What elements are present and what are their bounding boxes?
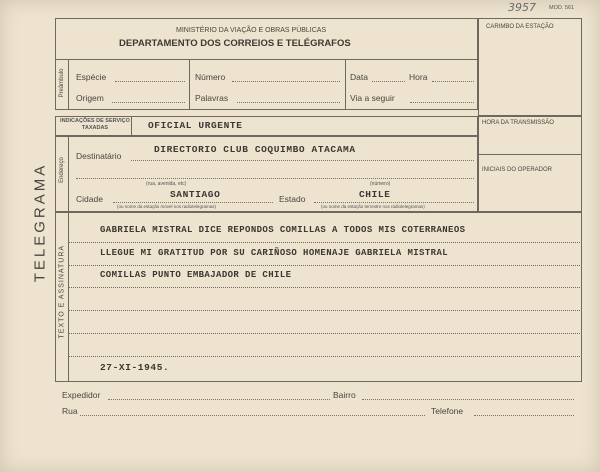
- telegrama-title: TELEGRAMA: [31, 162, 49, 283]
- numero-label: Número: [195, 72, 226, 82]
- origem-field[interactable]: [112, 102, 185, 103]
- especie-field[interactable]: [115, 81, 185, 82]
- service-value: OFICIAL URGENTE: [148, 120, 243, 131]
- data-field[interactable]: [372, 81, 405, 82]
- cidade-label: Cidade: [76, 194, 103, 204]
- preamble-side-label: Preâmbulo: [59, 68, 65, 98]
- street-hint: (rua, avenida, etc): [146, 181, 187, 187]
- cidade-line[interactable]: [113, 202, 273, 203]
- destinatario-line[interactable]: [131, 160, 474, 161]
- operator-label: INICIAIS DO OPERADOR: [482, 167, 553, 173]
- data-label: Data: [350, 72, 368, 82]
- bairro-label: Bairro: [333, 390, 356, 400]
- palavras-field[interactable]: [237, 102, 340, 103]
- transmission-box: [478, 116, 582, 212]
- address-side-label: Endereço: [59, 157, 65, 183]
- telefone-field[interactable]: [474, 415, 574, 416]
- form-code: MOD. 561: [549, 5, 575, 11]
- text-section-label: TEXTO E ASSINATURA: [58, 244, 66, 339]
- station-stamp-box: [478, 18, 582, 116]
- via-label: Via a seguir: [350, 93, 395, 103]
- origem-label: Origem: [76, 93, 104, 103]
- rua-label: Rua: [62, 406, 78, 416]
- bairro-field[interactable]: [362, 399, 574, 400]
- via-field[interactable]: [410, 102, 474, 103]
- department-title: DEPARTAMENTO DOS CORREIOS E TELÉGRAFOS: [119, 38, 351, 49]
- message-line-1: GABRIELA MISTRAL DICE REPONDOS COMILLAS A TODOS MIS COTERRANEOS: [100, 225, 466, 235]
- cidade-hint: (ou nome da estação móvel nos radiotelegramas): [117, 204, 217, 209]
- cidade-value: SANTIAGO: [170, 189, 221, 200]
- expedidor-label: Expedidor: [62, 390, 101, 400]
- especie-label: Espécie: [76, 72, 107, 82]
- estado-value: CHILE: [359, 189, 391, 200]
- rua-field[interactable]: [80, 415, 425, 416]
- destinatario-value: DIRECTORIO CLUB COQUIMBO ATACAMA: [154, 144, 356, 155]
- destinatario-label: Destinatário: [76, 151, 122, 161]
- street-line[interactable]: [76, 178, 474, 179]
- numero-field[interactable]: [232, 81, 340, 82]
- message-date: 27-XI-1945.: [100, 362, 170, 373]
- station-stamp-label: CARIMBO DA ESTAÇÃO: [486, 24, 554, 30]
- number-hint: (número): [370, 181, 391, 187]
- serial-number: 3957: [508, 1, 536, 14]
- estado-line[interactable]: [314, 202, 474, 203]
- ministry-title: MINISTÉRIO DA VIAÇÃO E OBRAS PÚBLICAS: [176, 27, 327, 34]
- transmission-label: HORA DA TRANSMISSÃO: [482, 120, 554, 126]
- palavras-label: Palavras: [195, 93, 229, 103]
- message-line-2: LLEGUE MI GRATITUD POR SU CARIÑOSO HOMENAJE GABRIELA MISTRAL: [100, 248, 449, 258]
- hora-label: Hora: [409, 72, 428, 82]
- message-line-3: COMILLAS PUNTO EMBAJADOR DE CHILE: [100, 270, 292, 280]
- telefone-label: Telefone: [431, 406, 464, 416]
- service-label: INDICAÇÕES DE SERVIÇO TAXADAS: [60, 118, 130, 131]
- expedidor-field[interactable]: [108, 399, 330, 400]
- estado-label: Estado: [279, 194, 306, 204]
- hora-field[interactable]: [432, 81, 474, 82]
- estado-hint: (ou nome da estação terrestre nos radiotelegramas): [321, 204, 425, 209]
